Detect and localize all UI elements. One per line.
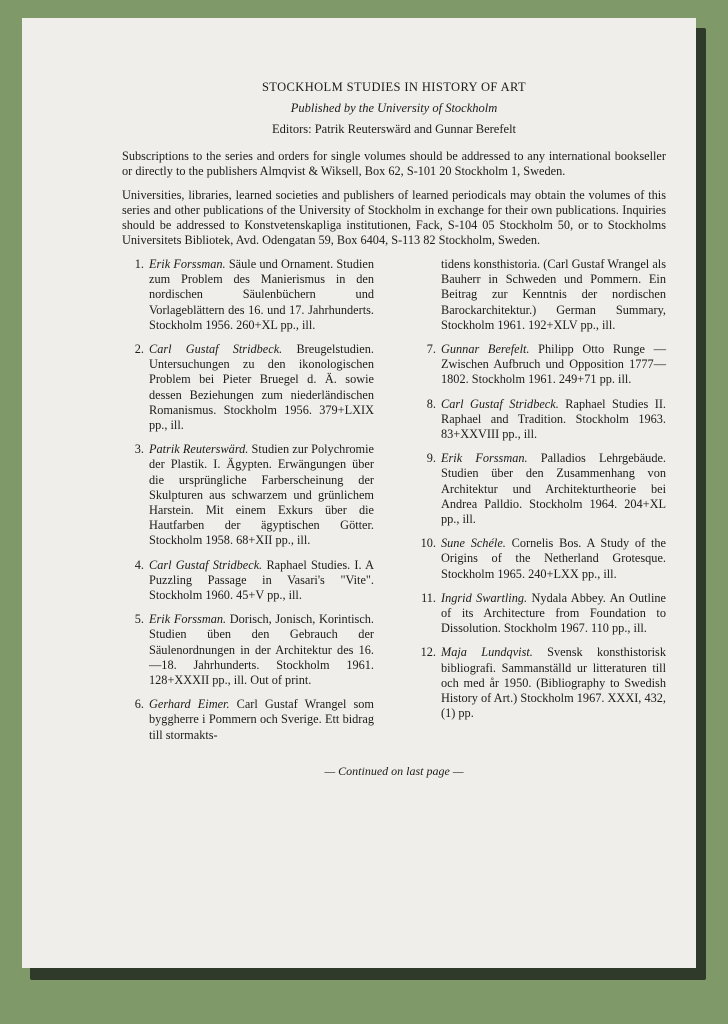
- volume-entry: [414, 342, 666, 388]
- volume-number: 4.: [134, 557, 144, 572]
- publisher-line: Published by the University of Stockholm: [290, 101, 498, 115]
- subscriptions-paragraph: Subscriptions to the series and orders for single volumes should be addressed to any international bookseller or directly to the publishers Almqvist & Wiksell, Box 62, S-101 20 Stockholm 1, Sweden.: [122, 149, 666, 178]
- volume-6-continuation: tidens konsthistoria. (Carl Gustaf Wrangel als Bauherr in Schweden und Pommern. Ein Beitrag zur Kenntnis der nordischen Barockarchitektur.) German Summary, Stockholm 1961. 192+XLV pp., ill.: [441, 257, 666, 332]
- volume-description: Nydala Abbey. An Outline of its Architecture from Foundation to Dissolution. Stockholm 1967. 110 pp., ill.: [441, 590, 666, 636]
- header: [122, 80, 666, 137]
- series-title: STOCKHOLM STUDIES IN HISTORY OF ART: [261, 80, 527, 94]
- volume-author: Erik Forssman.: [149, 257, 226, 271]
- volume-number: 5.: [134, 612, 144, 627]
- volume-author: Patrik Reuterswärd.: [149, 442, 249, 457]
- volume-number: 6.: [134, 697, 144, 712]
- volume-entry: [414, 451, 666, 527]
- volume-entry: [122, 697, 374, 743]
- volume-entry: [122, 612, 374, 688]
- editors-line: Editors: Patrik Reuterswärd and Gunnar Berefelt: [271, 122, 517, 136]
- volume-number: 1.: [134, 257, 144, 271]
- volume-number: 10.: [420, 536, 436, 551]
- volume-entry: [414, 591, 666, 637]
- volume-author: Carl Gustaf Stridbeck.: [149, 342, 283, 357]
- volume-description: Raphael Studies II. Raphael and Tradition. Stockholm 1963. 83+XXVIII pp., ill.: [441, 396, 666, 442]
- volume-number: 12.: [420, 645, 436, 660]
- volume-number: 9.: [426, 451, 436, 466]
- volume-description: Cornelis Bos. A Study of the Origins of the Netherland Grotesque. Stockholm 1965. 240+LXX pp., ill.: [441, 536, 666, 581]
- volume-number: 11.: [421, 590, 436, 605]
- exchange-paragraph: Universities, libraries, learned societies and publishers of learned periodicals may obtain the volumes of this series and other publications of the University of Stockholm in exchange for their own publications. Inquiries should be addressed to Konstvetenskapliga institutionen, Fack, S-104 05 Stockholm 50, or to Stockholms Universitets Bibliotek, Avd. Odengatan 59, Box 6404, S-113 82 Stockholm, Sweden.: [122, 188, 666, 247]
- volume-author: Erik Forssman.: [149, 612, 227, 627]
- volume-number: 2.: [134, 342, 144, 357]
- volume-author: Erik Forssman.: [441, 451, 528, 466]
- volume-number: 8.: [426, 396, 436, 411]
- volume-author: Ingrid Swartling.: [441, 590, 528, 605]
- volume-list: [122, 257, 666, 752]
- volume-entry: [414, 645, 666, 721]
- volume-author: Gunnar Berefelt.: [441, 342, 530, 357]
- volume-entry: [414, 536, 666, 582]
- volume-author: Sune Schéle.: [441, 536, 506, 551]
- volume-entry: [122, 342, 374, 433]
- volume-author: Carl Gustaf Stridbeck.: [441, 396, 559, 411]
- volume-description: Carl Gustaf Wrangel som byggherre i Pommern och Sverige. Ett bidrag till stormakts-: [149, 697, 375, 742]
- volume-description: Dorisch, Jonisch, Korintisch. Studien üben den Gebrauch der Säulenordnungen in der Architektur des 16.—18. Jahrhunderts. Stockholm 1961. 128+XXXII pp., ill. Out of print.: [149, 612, 374, 688]
- volume-description: Studien zur Polychromie der Plastik. I. Ägypten. Erwängungen über die ursprüngliche Farberscheinung der Skulpturen aus schwarzem und grünlichem Harstein. Mit einem Exkurs über die Hautfarben der ägyptischen Götter. Stockholm 1958. 68+XII pp., ill.: [149, 442, 374, 548]
- volume-description: Raphael Studies. I. A Puzzling Passage in Vasari's "Vite". Stockholm 1960. 45+V pp., ill.: [149, 557, 374, 603]
- volume-description: Philipp Otto Runge — Zwischen Aufbruch und Opposition 1777—1802. Stockholm 1961. 249+71 pp. ill.: [441, 342, 666, 387]
- volume-description: Palladios Lehrgebäude. Studien über den Zusammenhang von Architektur und Architekturtheorie bei Andrea Palldio. Stockholm 1964. 204+XL pp., ill.: [441, 451, 666, 527]
- book-back-cover: [22, 18, 696, 968]
- volume-column-left: [122, 257, 374, 752]
- volume-description: Säule und Ornament. Studien zum Problem des Manierismus in den nordischen Säulenbüchern und Vorlageblättern des 16. und 17. Jahrhunderts. Stockholm 1956. 260+XL pp., ill.: [149, 257, 374, 332]
- volume-entry: [122, 558, 374, 604]
- volume-entry: [122, 442, 374, 548]
- volume-entry: [122, 257, 374, 333]
- volume-number: 7.: [426, 342, 436, 357]
- continued-note: — Continued on last page —: [324, 763, 464, 778]
- volume-description: Svensk konsthistorisk bibliografi. Sammanställd ur litteraturen till och med år 1950. (Bibliography to Swedish History of Art.) Stockholm 1967. XXXI, 432, (1) pp.: [441, 645, 666, 721]
- volume-number: 3.: [134, 442, 144, 457]
- volume-entry: [414, 397, 666, 443]
- volume-author: Gerhard Eimer.: [149, 697, 230, 712]
- volume-author: Carl Gustaf Stridbeck.: [149, 557, 263, 572]
- volume-author: Maja Lundqvist.: [441, 645, 533, 660]
- volume-description: Breugelstudien. Untersuchungen zu den ikonologischen Problem bei Pieter Bruegel d. Ä. sowie dessen Beziehungen zum niederländischen Romanismus. Stockholm 1956. 379+LXIX pp., ill.: [149, 342, 374, 433]
- volume-column-right: [414, 257, 666, 752]
